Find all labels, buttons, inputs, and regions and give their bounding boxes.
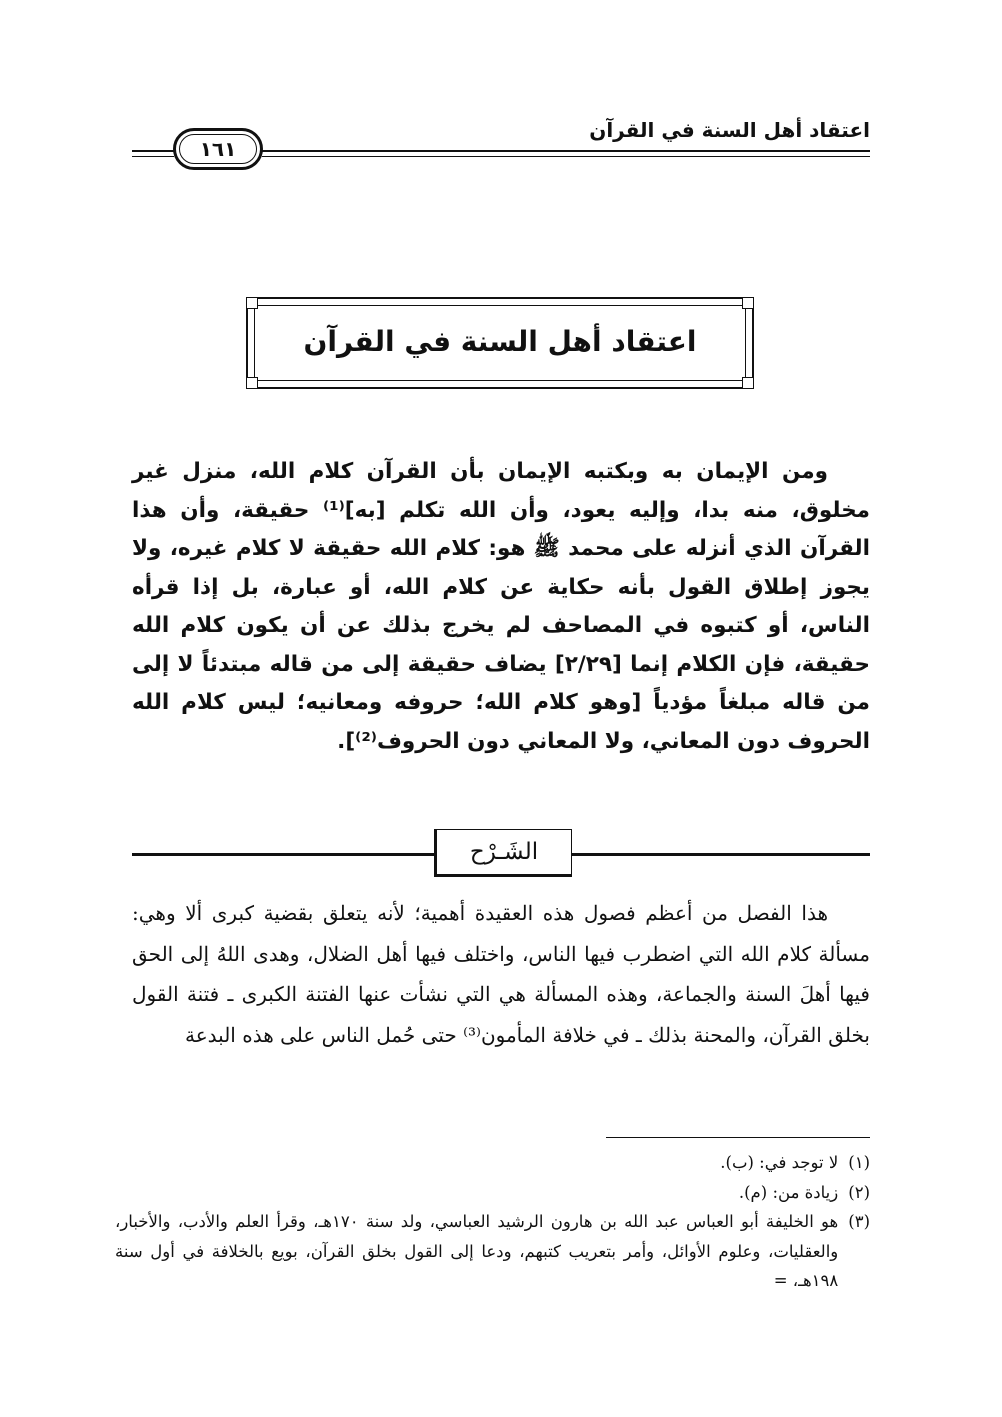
chapter-title-frame <box>246 297 754 389</box>
footnote-separator <box>606 1137 870 1138</box>
sharh-heading-box <box>434 829 572 877</box>
sharh-paragraph: هذا الفصل من أعظم فصول هذه العقيدة أهمية؛ لأنه يتعلق بقضية كبرى ألا وهي: مسألة كلام الله التي اضطرب فيها الناس، واختلف فيها أهل الضلال، وهدى اللهُ إلى الحق فيها أهلَ السنة والجماعة، وهذه المسألة هي التي نشأت عنها الفتنة الكبرى ـ فتنة القول بخلق القرآن، والمحنة بذلك ـ في خلافة المأمون⁽³⁾ حتى حُمل الناس على هذه البدعة <box>132 901 870 1047</box>
page-number-badge <box>173 128 263 170</box>
frame-corner-ornament <box>742 377 754 389</box>
footnote <box>115 1207 870 1296</box>
footnote <box>115 1178 870 1208</box>
frame-corner-ornament <box>246 377 258 389</box>
sharh-heading: الشَـرْح <box>469 839 539 865</box>
chapter-title: اعتقاد أهل السنة في القرآن <box>303 325 697 358</box>
footnote-number: (٢) <box>848 1182 870 1202</box>
footnote <box>115 1148 870 1178</box>
matn-paragraph: ومن الإيمان به وبكتبه الإيمان بأن القرآن كلام الله، منزل غير مخلوق، منه بدا، وإليه يعود، وأن الله تكلم [به]⁽¹⁾ حقيقة، وأن هذا القرآن الذي أنزله على محمد ﷺ هو: كلام الله حقيقة لا كلام غيره، ولا يجوز إطلاق القول بأنه حكاية عن كلام الله، أو عبارة، بل إذا قرأه الناس، أو كتبوه في المصاحف لم يخرج بذلك عن أن يكون كلام الله حقيقة، فإن الكلام إنما [٢/٢٩] يضاف حقيقة إلى من قاله مبتدئاً لا إلى من قاله مبلغاً مؤدياً [وهو كلام الله؛ حروفه ومعانيه؛ ليس كلام الله الحروف دون المعاني، ولا المعاني دون الحروف⁽²⁾]. <box>132 459 870 754</box>
frame-corner-ornament <box>742 297 754 309</box>
footnote-text: زيادة من: (م). <box>738 1182 839 1202</box>
running-title: اعتقاد أهل السنة في القرآن <box>589 118 870 142</box>
page-number: ١٦١ <box>199 137 237 161</box>
footnote-text: هو الخليفة أبو العباس عبد الله بن هارون الرشيد العباسي، ولد سنة ١٧٠هـ، وقرأ العلم والأدب، والأخبار، والعقليات، وعلوم الأوائل، وأمر بتعريب كتبهم، ودعا إلى القول بخلق القرآن، بويع بالخلافة في أول سنة ١٩٨هـ، = <box>115 1212 839 1290</box>
frame-corner-ornament <box>246 297 258 309</box>
footnote-text: لا توجد في: (ب). <box>720 1153 839 1172</box>
header-rule-left <box>132 150 174 157</box>
footnote-number: (٣) <box>848 1212 870 1231</box>
sharh-divider-line-right <box>572 853 870 856</box>
footnote-number: (١) <box>848 1153 870 1172</box>
sharh-text-block <box>132 893 870 1055</box>
sharh-divider-line-left <box>132 853 434 856</box>
header-rule <box>262 150 870 157</box>
matn-text-block <box>132 453 870 761</box>
footnotes <box>115 1148 870 1296</box>
